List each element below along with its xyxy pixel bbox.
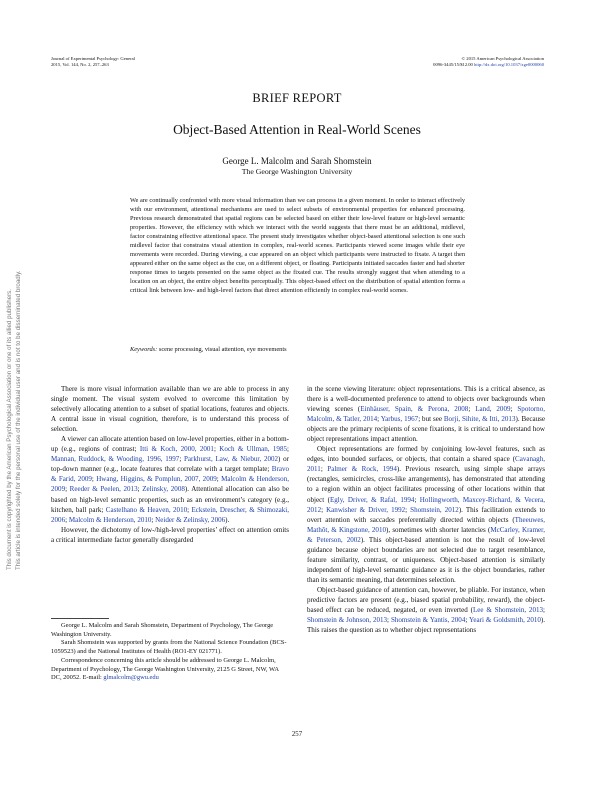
citation-link[interactable]: Malcolm & Henderson, 2009 — [51, 475, 289, 494]
citation-link[interactable]: Itti & Koch, 2000, 2001 — [139, 445, 214, 454]
body-column-right — [307, 384, 545, 635]
author-affiliation: The George Washington University — [241, 167, 353, 176]
paragraph: in the scene viewing literature: object representations. This is a critical absence, as there is a well-documented preference to attend to objects over backgrounds when viewing scenes (Einhäuser, Spain, & Perona, 2008; Land, 2009; Spotorno, Malcolm, & Tatler, 2014; Yarbus, 1967; but see Borji, Sihite, & Itti, 2013). Because objects are the primary recipients of scene fixations, it is critical to understand how object representations impact attention. — [307, 385, 545, 444]
journal-volume: 2015, Vol. 144, No. 2, 257–263 — [51, 61, 109, 67]
doi-link[interactable]: http://dx.doi.org/10.1037/xge0000060 — [474, 61, 544, 67]
citation-link[interactable]: Malcolm & Henderson, 2010 — [68, 515, 152, 524]
footnote-funding: Sarah Shomstein was supported by grants from the National Science Foundation (BCS-1059523) and the National Institutes of Health (RO1-EY 021771). — [51, 639, 287, 656]
citation-link[interactable]: Parkhurst, Law, & Niebur, 2002 — [184, 455, 279, 464]
copyright-line: © 2015 American Psychological Association — [461, 56, 544, 61]
citation-link[interactable]: Castelhano & Heaven, 2010 — [105, 505, 188, 514]
citation-link[interactable]: Shomstein & Yantis, 2004 — [390, 616, 466, 625]
watermark-line-1: This document is copyrighted by the American Psychological Association or one of its allied publishers. — [6, 289, 13, 570]
keywords-text: scene processing, visual attention, eye movements — [157, 346, 287, 353]
paragraph: There is more visual information available than we are able to process in any single moment. The visual system evolved to overcome this limitation by selectively allocating attention to a subset of spatial locations, features and objects. A central issue in visual cognition, therefore, is to understand this process of selection. — [51, 385, 289, 434]
journal-name: Journal of Experimental Psychology: General — [51, 56, 135, 61]
citation-link[interactable]: Mannan, Ruddock, & Wooding, 1996, 1997 — [51, 455, 180, 464]
citation-link[interactable]: Cavanagh, 2011 — [307, 455, 545, 474]
footnotes — [51, 622, 289, 683]
section-label: BRIEF REPORT — [252, 91, 342, 105]
keywords — [130, 346, 465, 353]
citation-link[interactable]: Lee & Shomstein, 2013 — [472, 606, 544, 615]
footnote-correspondence — [51, 657, 289, 683]
author-list: George L. Malcolm and Sarah Shomstein — [222, 156, 372, 166]
citation-link[interactable]: Theeuwes, Mathôt, & Kingstone, 2010 — [307, 515, 545, 534]
article-title: Object-Based Attention in Real-World Scenes — [173, 122, 421, 137]
paragraph: Object-based guidance of attention can, however, be pliable. For instance, when predictive factors are present (e.g., biased spatial probability, reward), the object-based effect can be reduced, negated, or even inverted (Lee & Shomstein, 2013; Shomstein & Johnson, 2013; Shomstein & Yantis, 2004; Yeari & Goldsmith, 2010). This raises the question as to whether object representations — [307, 585, 545, 635]
citation-link[interactable]: Zelinsky, 2008 — [142, 485, 185, 494]
citation-link[interactable]: Hollingworth, Maxcey-Richard, & Vecera, 2012 — [307, 495, 546, 514]
citation-link[interactable]: Shomstein & Johnson, 2013 — [307, 616, 388, 625]
citation-link[interactable]: Land, 2009 — [475, 405, 511, 414]
citation-link[interactable]: Borji, Sihite, & Itti, 2013 — [443, 415, 516, 424]
citation-link[interactable]: Spotorno, Malcolm, & Tatler, 2014 — [307, 405, 545, 424]
journal-citation — [51, 56, 135, 68]
copyright-block — [433, 56, 544, 68]
citation-link[interactable]: Egly, Driver, & Rafal, 1994 — [329, 495, 415, 504]
paragraph: Object representations are formed by conjoining low-level features, such as edges, into bounded surfaces, or objects, that contain a shared space (Cavanagh, 2011; Palmer & Rock, 1994). Previous research, using simple shape arrays (rectangles, semicircles, cross-like arrangements), has demonstrated that attending to a region within an object facilitates processing of other locations within that object (Egly, Driver, & Rafal, 1994; Hollingworth, Maxcey-Richard, & Vecera, 2012; Kanwisher & Driver, 1992; Shomstein, 2012). This facilitation extends to overt attention with saccades preferentially directed within objects (Theeuwes, Mathôt, & Kingstone, 2010), sometimes with shorter latencies (McCarley, Kramer, & Peterson, 2002). This object-based attention is not the result of low-level guidance because object boundaries are not selected due to target resemblance, feature similarity, contrast, or uniqueness. Object-based attention is similarly independent of high-level semantic guidance as it is the object boundaries, rather than its semantic meaning, that determines selection. — [307, 445, 546, 584]
citation-link[interactable]: McCarley, Kramer, & Peterson, 2002 — [307, 525, 546, 544]
paragraph: However, the dichotomy of low-/high-level properties’ effect on attention omits a critical intermediate factor generally disregarded — [51, 525, 289, 544]
correspondence-text: Correspondence concerning this article should be addressed to George L. Malcolm, Department of Psychology, The George Washington University, 2125 G Street, NW, WA DC, 20052. E-mail: — [51, 656, 279, 682]
footnote-divider — [51, 618, 109, 619]
citation-link[interactable]: Koch & Ullman, 1985 — [219, 445, 287, 454]
footnote-affiliation: George L. Malcolm and Sarah Shomstein, Department of Psychology, The George Washington University. — [51, 622, 274, 638]
keywords-label: Keywords: — [130, 346, 158, 353]
body-column-left — [51, 384, 289, 545]
citation-link[interactable]: Hwang, Higgins, & Pomplun, 2007, 2009 — [96, 475, 217, 484]
page-number: 257 — [291, 731, 303, 738]
issn-text: 0096-3445/15/$12.00 — [433, 61, 475, 67]
citation-link[interactable]: Yarbus, 1967 — [380, 415, 419, 424]
citation-link[interactable]: Palmer & Rock, 1994 — [327, 465, 397, 474]
citation-link[interactable]: Einhäuser, Spain, & Perona, 2008 — [360, 405, 469, 414]
citation-link[interactable]: Eckstein, Drescher, & Shimozaki, 2006 — [51, 505, 289, 524]
citation-link[interactable]: Neider & Zelinsky, 2006 — [155, 515, 226, 524]
paragraph: A viewer can allocate attention based on low-level properties, either in a bottom-up (e.g., regions of contrast; Itti & Koch, 2000, 2001; Koch & Ullman, 1985; Mannan, Ruddock, & Wooding, 1996, 1997; Parkhurst, Law, & Niebur, 2002) or top-down manner (e.g., locate features that correlate with a target template; Bravo & Farid, 2009; Hwang, Higgins, & Pomplun, 2007, 2009; Malcolm & Henderson, 2009; Reeder & Peelen, 2013; Zelinsky, 2008). Attentional allocation can also be based on high-level semantic properties, such as an environment’s category (e.g., kitchen, ball park; Castelhano & Heaven, 2010; Eckstein, Drescher, & Shimozaki, 2006; Malcolm & Henderson, 2010; Neider & Zelinsky, 2006). — [51, 435, 289, 524]
citation-link[interactable]: Reeder & Peelen, 2013 — [69, 485, 138, 494]
citation-link[interactable]: Kanwisher & Driver, 1992 — [326, 505, 406, 514]
issn-doi-line — [433, 62, 544, 68]
citation-link[interactable]: Shomstein, 2012 — [410, 505, 459, 514]
copyright-watermark — [6, 190, 28, 570]
citation-link[interactable]: Yeari & Goldsmith, 2010 — [469, 616, 541, 625]
email-link[interactable]: glmalcolm@gwu.edu — [103, 674, 159, 682]
abstract: We are continually confronted with more visual information than we can process in a given moment. In order to interact effectively with our environment, attentional mechanisms are used to select subsets of environmental properties for enhanced processing. Previous research demonstrated that spatial regions can be selected based on either their low-level feature or high-level semantic properties. However, the efficiency with which we interact with the world suggests that there must be an additional, midlevel, factor constraining effective attentional space. The present study investigates whether object-based attentional selection is one such midlevel factor that constrains visual attention in complex, real-world scenes. Participants viewed scene images while their eye movements were recorded. During viewing, a cue appeared on an object which participants were instructed to fixate. A target then appeared either on the same object as the cue, on a different object, or floating. Participants initiated saccades faster and had shorter response times to targets presented on the same object as the fixated cue. The results strongly suggest that when attending to a location on an object, the entire object benefits perceptually. This object-based effect on the distribution of spatial attention forms a critical link between low- and high-level factors that direct attention efficiently in complex real-world scenes. — [130, 197, 465, 295]
watermark-line-2: This article is intended solely for the personal use of the individual user and is not to be disseminated broadly. — [14, 270, 22, 570]
citation-link[interactable]: Bravo & Farid, 2009 — [51, 465, 289, 484]
